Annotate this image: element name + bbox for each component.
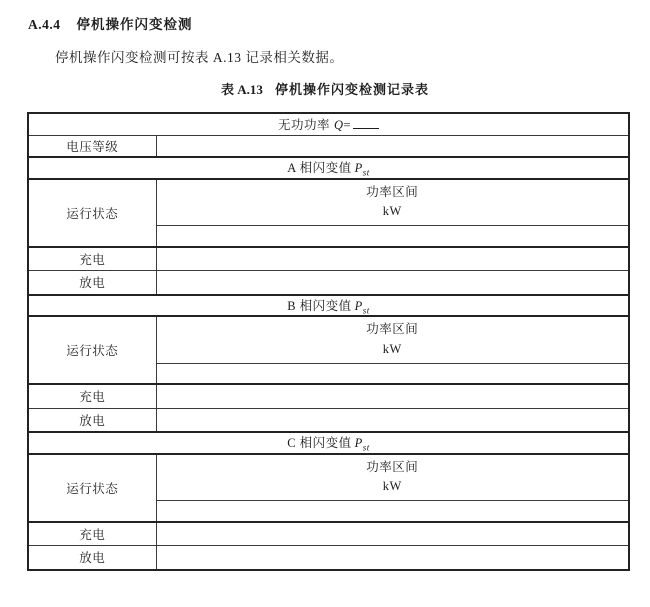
phase-b-power-interval-line2: kW [382, 341, 402, 356]
phase-a-power-values-cell [156, 226, 629, 247]
phase-b-discharge-value-cell [156, 408, 629, 432]
phase-c-operating-state-row [28, 454, 629, 501]
phase-a-charge-row [28, 247, 629, 271]
phase-a-discharge-label-cell: 放电 [28, 271, 156, 295]
phase-a-charge-value-cell [156, 247, 629, 271]
phase-a-power-interval-cell [156, 179, 629, 226]
phase-a-flicker-subscript: st [362, 167, 370, 178]
phase-b-discharge-label-cell: 放电 [28, 408, 156, 432]
phase-b-power-interval-line1: 功率区间 [366, 322, 419, 337]
reactive-power-cell [28, 113, 629, 135]
phase-b-charge-value-cell [156, 384, 629, 408]
phase-a-charge-label-cell: 充电 [28, 247, 156, 271]
voltage-level-row [28, 135, 629, 157]
phase-b-operating-state-cell: 运行状态 [28, 316, 156, 384]
phase-a-header-cell [28, 157, 629, 179]
phase-c-discharge-row [28, 546, 629, 570]
phase-c-charge-label-cell: 充电 [28, 522, 156, 546]
phase-b-discharge-row [28, 408, 629, 432]
phase-a-flicker-symbol: P [354, 161, 363, 175]
reactive-power-equals: = [343, 118, 352, 133]
phase-b-flicker-symbol: P [354, 298, 363, 313]
document-page [0, 13, 650, 607]
phase-c-discharge-label-cell: 放电 [28, 546, 156, 570]
phase-c-flicker-symbol: P [354, 436, 363, 450]
phase-b-charge-label-cell: 充电 [28, 384, 156, 408]
reactive-power-label: 无功功率 [277, 118, 330, 133]
phase-c-header-text: C 相闪变值 [287, 436, 352, 450]
table-caption-label: 表 A.13 [221, 82, 263, 97]
flicker-record-table [27, 112, 630, 571]
phase-c-header-row [28, 432, 629, 454]
phase-a-discharge-value-cell [156, 271, 629, 295]
voltage-level-label-cell: 电压等级 [28, 135, 156, 157]
phase-a-operating-state-cell: 运行状态 [28, 179, 156, 247]
phase-a-header-row [28, 157, 629, 179]
phase-a-power-interval-line1: 功率区间 [366, 184, 419, 199]
phase-c-header-cell [28, 432, 629, 454]
phase-c-discharge-value-cell [156, 546, 629, 570]
phase-b-power-interval-cell [156, 316, 629, 363]
phase-c-flicker-subscript: st [362, 442, 370, 453]
reactive-power-symbol: Q [333, 118, 344, 133]
phase-c-power-interval-cell [156, 454, 629, 501]
phase-b-charge-row [28, 384, 629, 408]
phase-c-charge-value-cell [156, 522, 629, 546]
phase-b-header-cell [28, 295, 629, 317]
clause-title: 停机操作闪变检测 [76, 17, 193, 32]
phase-b-power-values-cell [156, 363, 629, 384]
reactive-power-row [28, 113, 629, 135]
phase-a-power-interval-line2: kW [382, 204, 402, 219]
phase-c-power-interval-line1: 功率区间 [366, 459, 419, 474]
phase-c-power-values-cell [156, 501, 629, 522]
phase-b-flicker-subscript: st [362, 305, 370, 315]
phase-c-operating-state-cell: 运行状态 [28, 454, 156, 522]
phase-a-operating-state-row [28, 179, 629, 226]
voltage-level-value-cell [156, 135, 629, 157]
table-caption [0, 79, 650, 98]
section-heading [28, 13, 650, 33]
intro-paragraph: 停机操作闪变检测可按表 A.13 记录相关数据。 [55, 50, 344, 65]
phase-b-header-row [28, 295, 629, 317]
phase-c-power-interval-line2: kW [382, 479, 402, 494]
phase-c-charge-row [28, 522, 629, 546]
reactive-power-blank-line [353, 118, 379, 129]
phase-a-discharge-row [28, 271, 629, 295]
clause-number: A.4.4 [28, 17, 61, 32]
table-caption-title: 停机操作闪变检测记录表 [274, 82, 429, 97]
phase-a-header-text: A 相闪变值 [287, 161, 352, 175]
phase-b-operating-state-row [28, 316, 629, 363]
phase-b-header-text: B 相闪变值 [287, 298, 352, 313]
